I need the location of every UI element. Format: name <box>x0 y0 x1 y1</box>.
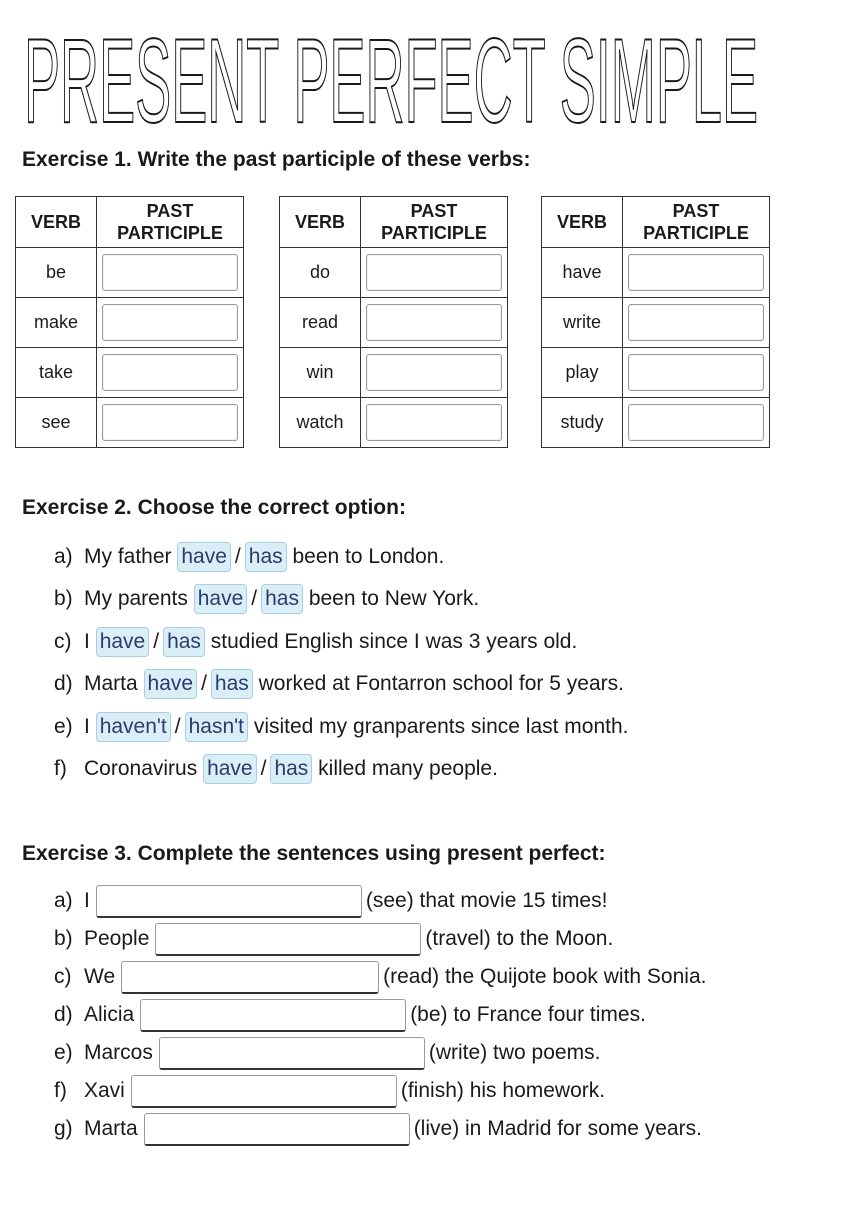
answer-input[interactable] <box>628 304 764 341</box>
list-item: g) Marta (live) in Madrid for some years. <box>54 1110 706 1148</box>
answer-input[interactable] <box>131 1075 397 1108</box>
answer-input[interactable] <box>366 354 502 391</box>
answer-input[interactable] <box>628 254 764 291</box>
list-item: a) I (see) that movie 15 times! <box>54 882 706 920</box>
list-item: f) Coronavirus have / has killed many people. <box>54 752 629 794</box>
option-has[interactable]: has <box>163 627 205 657</box>
verb-table-3 <box>541 196 770 448</box>
answer-input[interactable] <box>366 404 502 441</box>
exercise1-heading: Exercise 1. Write the past participle of these verbs: <box>22 148 531 171</box>
list-item: e) I haven't / hasn't visited my granparents since last month. <box>54 710 629 752</box>
verb-cell: read <box>280 298 361 348</box>
answer-input[interactable] <box>102 404 238 441</box>
exercise3-heading: Exercise 3. Complete the sentences using present perfect: <box>22 842 606 865</box>
option-has[interactable]: has <box>270 754 312 784</box>
answer-input[interactable] <box>102 254 238 291</box>
answer-input[interactable] <box>121 961 379 994</box>
option-have[interactable]: have <box>144 669 198 699</box>
option-have[interactable]: have <box>177 542 231 572</box>
col-past-participle-header: PAST PARTICIPLE <box>97 197 244 248</box>
verb-cell: do <box>280 248 361 298</box>
option-have[interactable]: have <box>194 584 248 614</box>
exercise3-list <box>54 882 706 1148</box>
answer-input[interactable] <box>366 304 502 341</box>
option-has[interactable]: has <box>245 542 287 572</box>
worksheet-title <box>22 26 762 130</box>
verb-cell: study <box>542 398 623 448</box>
verb-cell: make <box>16 298 97 348</box>
title-text: PRESENT PERFECT SIMPLE <box>24 26 758 130</box>
list-item: b) My parents have / has been to New York. <box>54 582 629 624</box>
answer-input[interactable] <box>155 923 421 956</box>
list-item: b) People (travel) to the Moon. <box>54 920 706 958</box>
answer-input[interactable] <box>366 254 502 291</box>
verb-table-2 <box>279 196 508 448</box>
list-item: c) We (read) the Quijote book with Sonia. <box>54 958 706 996</box>
exercise2-list <box>54 540 629 794</box>
option-have[interactable]: have <box>96 627 150 657</box>
verb-cell: play <box>542 348 623 398</box>
answer-input[interactable] <box>628 354 764 391</box>
answer-input[interactable] <box>628 404 764 441</box>
answer-input[interactable] <box>102 304 238 341</box>
verb-cell: take <box>16 348 97 398</box>
option-has[interactable]: has <box>211 669 253 699</box>
verb-cell: write <box>542 298 623 348</box>
answer-input[interactable] <box>96 885 362 918</box>
option-havent[interactable]: haven't <box>96 712 171 742</box>
verb-cell: win <box>280 348 361 398</box>
list-item: a) My father have / has been to London. <box>54 540 629 582</box>
col-verb-header: VERB <box>280 197 361 248</box>
list-item: f) Xavi (finish) his homework. <box>54 1072 706 1110</box>
answer-input[interactable] <box>144 1113 410 1146</box>
verb-table-1 <box>15 196 244 448</box>
option-has[interactable]: has <box>261 584 303 614</box>
verb-cell: be <box>16 248 97 298</box>
answer-input[interactable] <box>140 999 406 1032</box>
col-verb-header: VERB <box>16 197 97 248</box>
list-item: e) Marcos (write) two poems. <box>54 1034 706 1072</box>
option-hasnt[interactable]: hasn't <box>185 712 248 742</box>
verb-cell: watch <box>280 398 361 448</box>
list-item: d) Alicia (be) to France four times. <box>54 996 706 1034</box>
answer-input[interactable] <box>159 1037 425 1070</box>
col-verb-header: VERB <box>542 197 623 248</box>
col-past-participle-header: PAST PARTICIPLE <box>361 197 508 248</box>
verb-cell: see <box>16 398 97 448</box>
exercise2-heading: Exercise 2. Choose the correct option: <box>22 496 406 519</box>
verb-cell: have <box>542 248 623 298</box>
option-have[interactable]: have <box>203 754 257 784</box>
list-item: d) Marta have / has worked at Fontarron school for 5 years. <box>54 667 629 709</box>
col-past-participle-header: PAST PARTICIPLE <box>623 197 770 248</box>
answer-input[interactable] <box>102 354 238 391</box>
list-item: c) I have / has studied English since I was 3 years old. <box>54 625 629 667</box>
